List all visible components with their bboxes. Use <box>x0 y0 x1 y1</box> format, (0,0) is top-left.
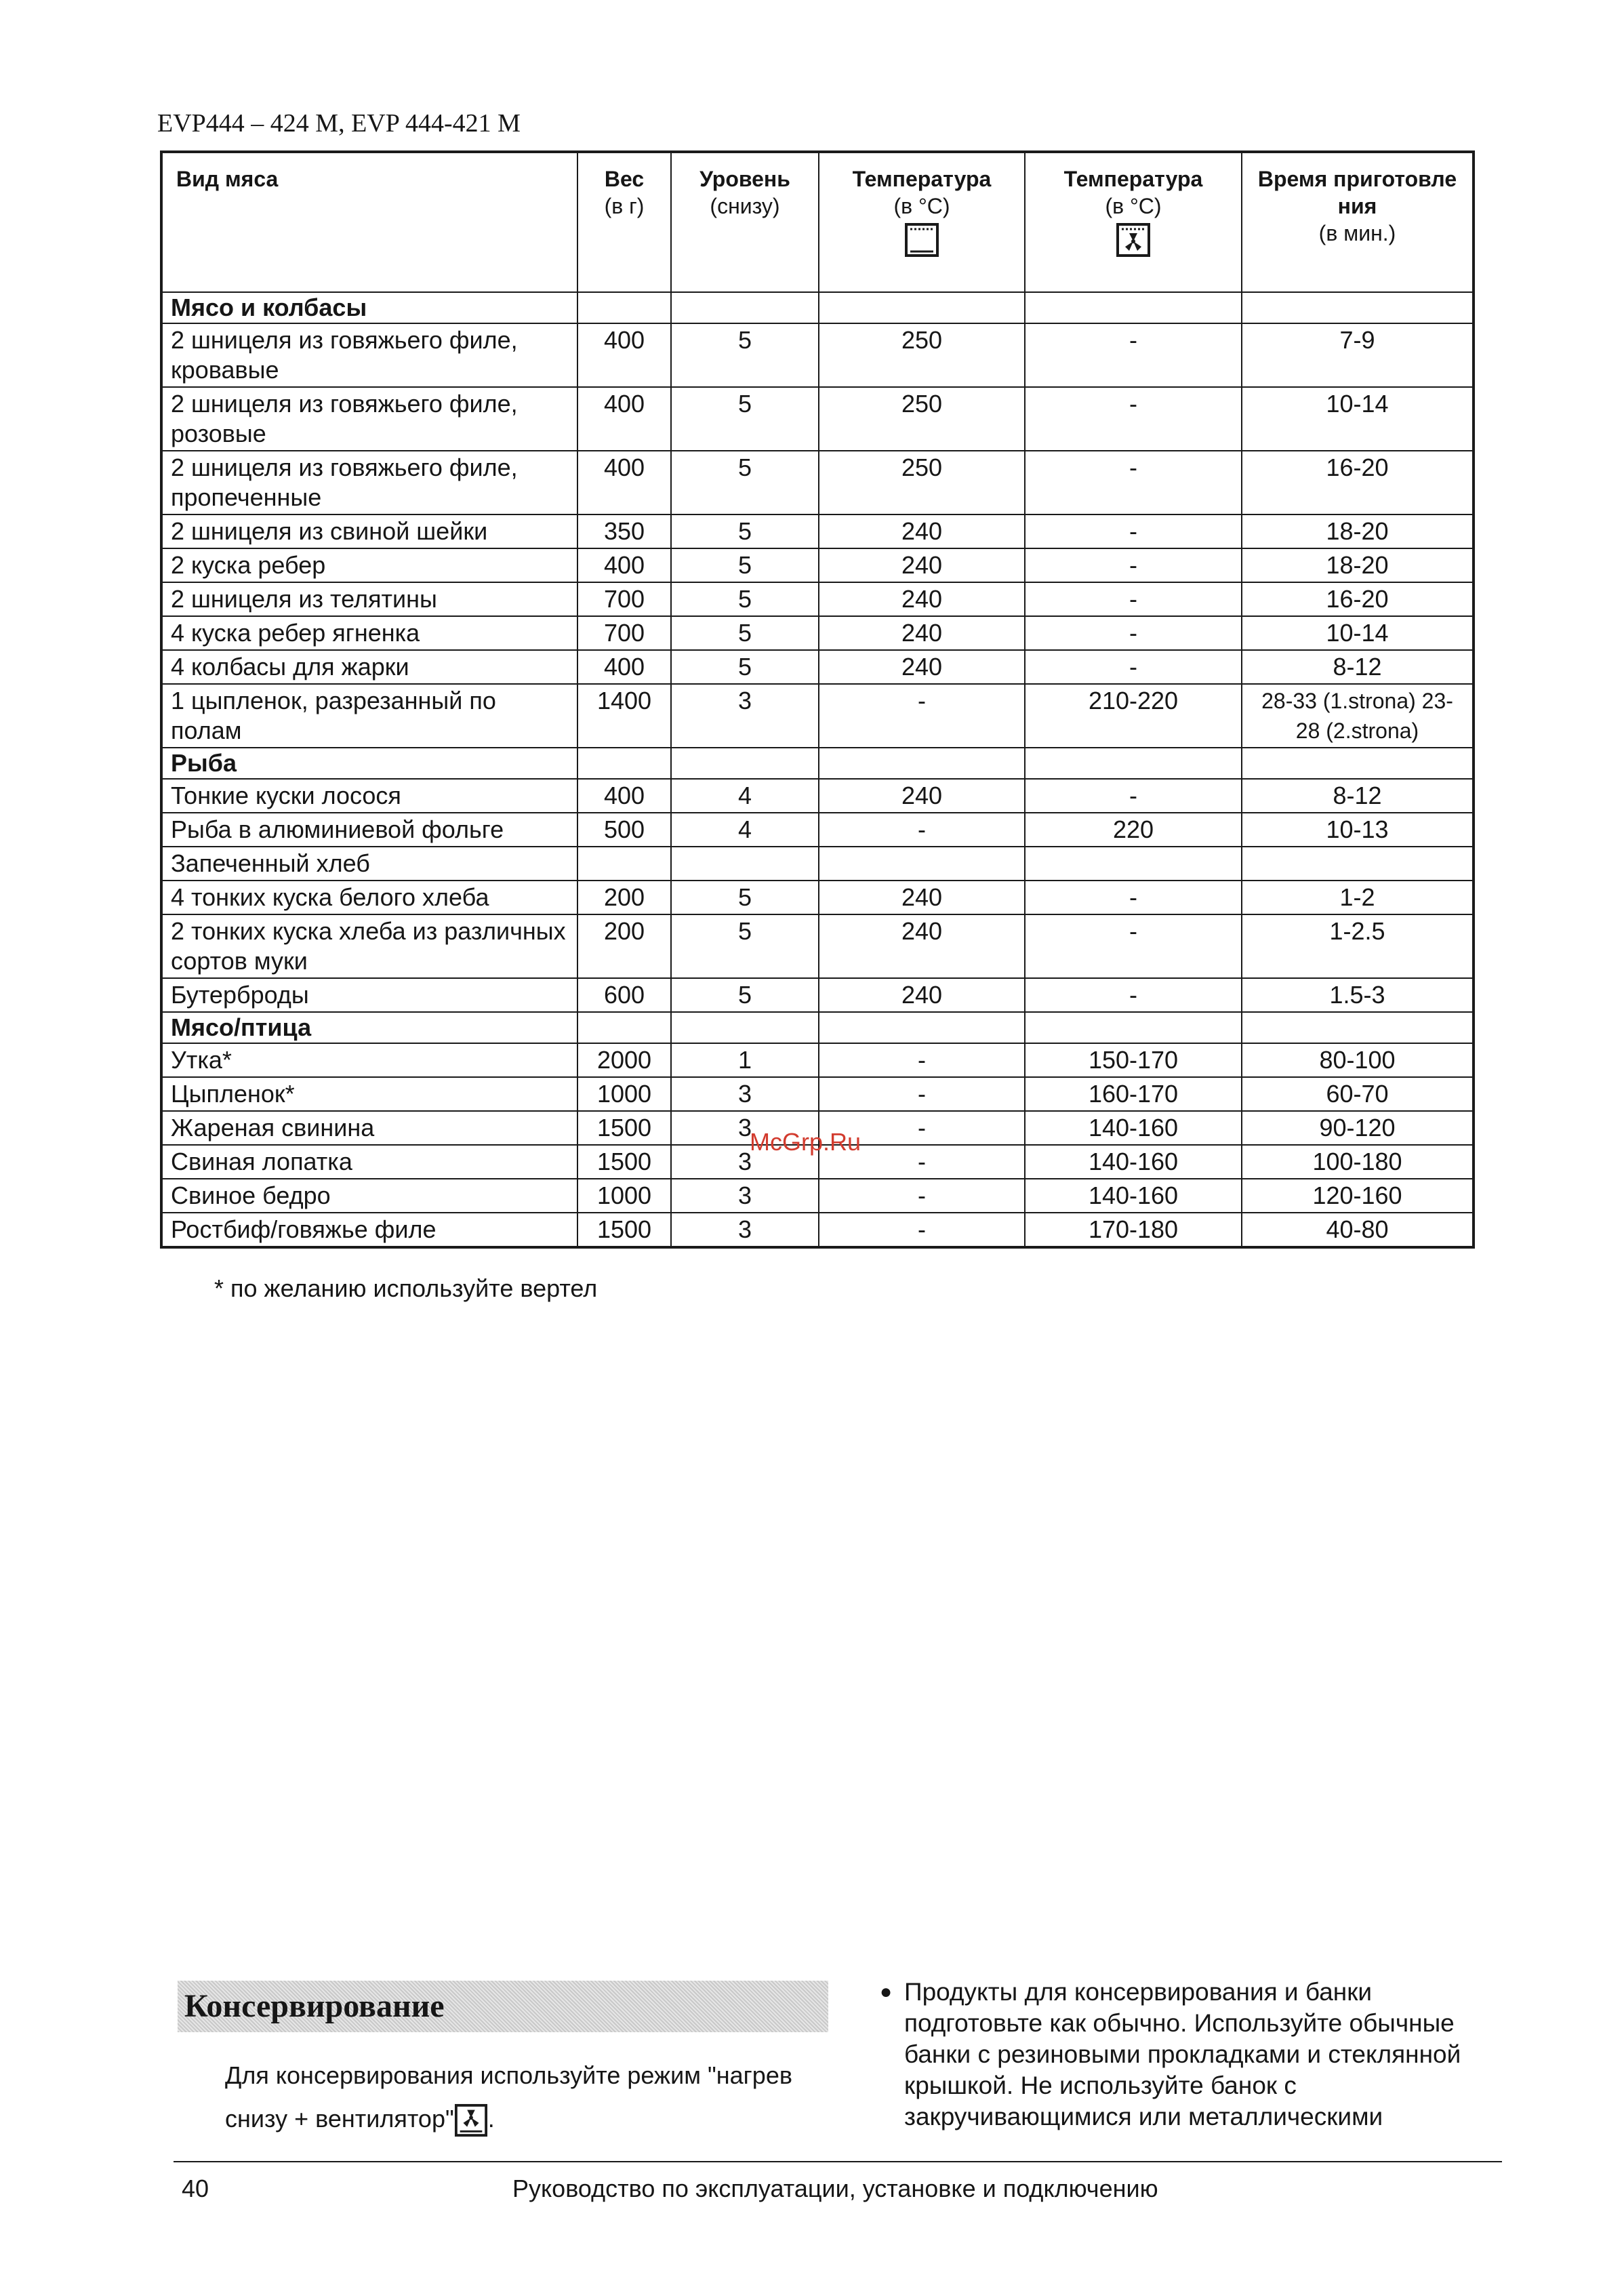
table-row <box>161 548 1474 582</box>
table-row <box>161 1213 1474 1247</box>
temp-fan-cell: 150-170 <box>1025 1043 1242 1077</box>
weight-cell: 1000 <box>577 1077 671 1111</box>
temp-conventional-cell: - <box>819 1213 1025 1247</box>
column-header-level: Уровень (снизу) <box>671 152 819 292</box>
table-cell <box>671 1012 819 1043</box>
level-cell: 3 <box>671 1077 819 1111</box>
weight-cell: 700 <box>577 616 671 650</box>
time-cell: 10-14 <box>1242 616 1474 650</box>
column-header-temperature-conventional: Температура (в °C) <box>819 152 1025 292</box>
level-cell: 5 <box>671 616 819 650</box>
weight-cell: 200 <box>577 881 671 914</box>
category-label: Мясо и колбасы <box>161 292 577 323</box>
weight-cell: 400 <box>577 451 671 514</box>
table-cell <box>819 1012 1025 1043</box>
temp-conventional-cell: 250 <box>819 323 1025 387</box>
temp-conventional-cell: 240 <box>819 548 1025 582</box>
temp-fan-cell: 210-220 <box>1025 684 1242 748</box>
level-cell: 3 <box>671 1111 819 1145</box>
temp-fan-cell: - <box>1025 978 1242 1012</box>
temp-fan-cell: - <box>1025 914 1242 978</box>
table-row <box>161 387 1474 451</box>
meat-name-cell: 2 шницеля из говяжьего филе, пропеченные <box>161 451 577 514</box>
table-row <box>161 451 1474 514</box>
temp-fan-cell: 220 <box>1025 813 1242 847</box>
temp-conventional-cell: 240 <box>819 978 1025 1012</box>
temp-conventional-cell: 240 <box>819 779 1025 813</box>
temp-fan-cell: - <box>1025 514 1242 548</box>
level-cell: 3 <box>671 1145 819 1179</box>
table-row <box>161 323 1474 387</box>
temp-fan-cell: - <box>1025 650 1242 684</box>
time-cell: 80-100 <box>1242 1043 1474 1077</box>
level-cell: 5 <box>671 881 819 914</box>
table-row <box>161 813 1474 847</box>
table-cell <box>819 292 1025 323</box>
meat-name-cell: Утка* <box>161 1043 577 1077</box>
temp-fan-cell: - <box>1025 548 1242 582</box>
canning-instructions <box>225 2054 835 2141</box>
table-row <box>161 616 1474 650</box>
table-cell <box>1242 292 1474 323</box>
time-cell: 100-180 <box>1242 1145 1474 1179</box>
level-cell: 3 <box>671 1213 819 1247</box>
footer-text: Руководство по эксплуатации, установке и подключению <box>512 2175 1158 2202</box>
temp-conventional-cell: - <box>819 813 1025 847</box>
table-row <box>161 914 1474 978</box>
cooking-table <box>160 150 1475 1249</box>
weight-cell: 1500 <box>577 1213 671 1247</box>
time-cell: 28-33 (1.strona) 23-28 (2.strona) <box>1242 684 1474 748</box>
meat-name-cell: Жареная свинина <box>161 1111 577 1145</box>
column-header-meat-type: Вид мяса <box>161 152 577 292</box>
temp-conventional-cell: - <box>819 684 1025 748</box>
bullet-icon: ● <box>880 1981 893 2003</box>
table-category-row <box>161 748 1474 779</box>
meat-name-cell: Рыба в алюминиевой фольге <box>161 813 577 847</box>
footnote: * по желанию используйте вертел <box>214 1274 598 1302</box>
table-cell <box>577 748 671 779</box>
meat-name-cell: 2 шницеля из говяжьего филе, розовые <box>161 387 577 451</box>
table-cell <box>577 1012 671 1043</box>
table-row <box>161 582 1474 616</box>
time-cell: 16-20 <box>1242 451 1474 514</box>
table-row <box>161 1179 1474 1213</box>
temp-conventional-cell: 240 <box>819 650 1025 684</box>
table-cell <box>819 748 1025 779</box>
level-cell: 5 <box>671 451 819 514</box>
temp-conventional-cell: 240 <box>819 616 1025 650</box>
level-cell: 5 <box>671 914 819 978</box>
meat-name-cell: Запеченный хлеб <box>161 847 577 881</box>
footer-divider <box>174 2161 1502 2162</box>
temp-conventional-cell: 240 <box>819 881 1025 914</box>
table-cell <box>671 748 819 779</box>
temp-fan-cell: - <box>1025 779 1242 813</box>
weight-cell: 400 <box>577 650 671 684</box>
time-cell: 1-2 <box>1242 881 1474 914</box>
temp-fan-cell: 140-160 <box>1025 1111 1242 1145</box>
meat-name-cell: 2 шницеля из говяжьего филе, кровавые <box>161 323 577 387</box>
meat-name-cell: Бутерброды <box>161 978 577 1012</box>
time-cell: 8-12 <box>1242 779 1474 813</box>
top-bottom-heat-icon <box>904 222 939 258</box>
weight-cell: 500 <box>577 813 671 847</box>
weight-cell: 400 <box>577 387 671 451</box>
temp-fan-cell: - <box>1025 387 1242 451</box>
canning-bullet-text: Продукты для консервирования и банки подготовьте как обычно. Используйте обычные банки с резиновыми прокладками и стеклянной крышкой. Не используйте банок с закручивающимися или металлическими <box>904 1978 1461 2130</box>
level-cell: 5 <box>671 514 819 548</box>
table-cell <box>1025 292 1242 323</box>
meat-name-cell: 2 шницеля из телятины <box>161 582 577 616</box>
level-cell <box>671 847 819 881</box>
temp-conventional-cell: 240 <box>819 582 1025 616</box>
table-cell <box>1242 1012 1474 1043</box>
temp-conventional-cell: 240 <box>819 514 1025 548</box>
time-cell: 16-20 <box>1242 582 1474 616</box>
meat-name-cell: Тонкие куски лосося <box>161 779 577 813</box>
table-category-row <box>161 292 1474 323</box>
temp-conventional-cell: 250 <box>819 451 1025 514</box>
meat-name-cell: Ростбиф/говяжье филе <box>161 1213 577 1247</box>
time-cell: 1.5-3 <box>1242 978 1474 1012</box>
fan-grill-icon <box>1116 222 1151 258</box>
meat-name-cell: Свиное бедро <box>161 1179 577 1213</box>
weight-cell: 600 <box>577 978 671 1012</box>
watermark: McGrp.Ru <box>750 1128 861 1156</box>
time-cell: 1-2.5 <box>1242 914 1474 978</box>
meat-name-cell: Цыпленок* <box>161 1077 577 1111</box>
canning-mode-text: Для консервирования используйте режим "нагрев снизу + вентилятор" <box>225 2061 792 2133</box>
column-header-weight: Вес (в г) <box>577 152 671 292</box>
meat-name-cell: Свиная лопатка <box>161 1145 577 1179</box>
weight-cell: 1000 <box>577 1179 671 1213</box>
temp-conventional-cell: - <box>819 1077 1025 1111</box>
weight-cell: 1400 <box>577 684 671 748</box>
temp-fan-cell: - <box>1025 323 1242 387</box>
table-row <box>161 684 1474 748</box>
time-cell: 120-160 <box>1242 1179 1474 1213</box>
weight-cell: 2000 <box>577 1043 671 1077</box>
canning-mode-period: . <box>487 2105 495 2133</box>
weight-cell: 200 <box>577 914 671 978</box>
weight-cell <box>577 847 671 881</box>
temp-fan-cell: 140-160 <box>1025 1145 1242 1179</box>
temp-fan-cell: 170-180 <box>1025 1213 1242 1247</box>
page-number: 40 <box>182 2175 209 2202</box>
temp-conventional-cell <box>819 847 1025 881</box>
level-cell: 3 <box>671 1179 819 1213</box>
table-row <box>161 847 1474 881</box>
time-cell: 8-12 <box>1242 650 1474 684</box>
category-label: Рыба <box>161 748 577 779</box>
table-cell <box>1242 748 1474 779</box>
canning-bullet-item <box>880 1977 1514 2133</box>
table-row <box>161 1043 1474 1077</box>
meat-name-cell: 2 куска ребер <box>161 548 577 582</box>
table-category-row <box>161 1012 1474 1043</box>
time-cell: 90-120 <box>1242 1111 1474 1145</box>
column-header-cooking-time: Время приготовле ния (в мин.) <box>1242 152 1474 292</box>
table-cell <box>1025 1012 1242 1043</box>
level-cell: 3 <box>671 684 819 748</box>
column-header-temperature-fan: Температура (в °C) <box>1025 152 1242 292</box>
weight-cell: 350 <box>577 514 671 548</box>
level-cell: 5 <box>671 387 819 451</box>
level-cell: 4 <box>671 813 819 847</box>
temp-conventional-cell: 250 <box>819 387 1025 451</box>
time-cell: 10-14 <box>1242 387 1474 451</box>
level-cell: 5 <box>671 978 819 1012</box>
temp-fan-cell: 160-170 <box>1025 1077 1242 1111</box>
table-row <box>161 650 1474 684</box>
category-label: Мясо/птица <box>161 1012 577 1043</box>
section-heading: Консервирование <box>178 1981 828 2032</box>
temp-conventional-cell: - <box>819 1145 1025 1179</box>
temp-fan-cell: - <box>1025 881 1242 914</box>
weight-cell: 1500 <box>577 1145 671 1179</box>
table-cell <box>1025 748 1242 779</box>
time-cell: 18-20 <box>1242 514 1474 548</box>
temp-fan-cell <box>1025 847 1242 881</box>
temp-fan-cell: - <box>1025 582 1242 616</box>
time-cell: 40-80 <box>1242 1213 1474 1247</box>
level-cell: 5 <box>671 548 819 582</box>
weight-cell: 400 <box>577 779 671 813</box>
weight-cell: 1500 <box>577 1111 671 1145</box>
level-cell: 1 <box>671 1043 819 1077</box>
table-row <box>161 978 1474 1012</box>
model-header: EVP444 – 424 M, EVP 444-421 M <box>157 109 521 138</box>
table-cell <box>577 292 671 323</box>
temp-fan-cell: - <box>1025 616 1242 650</box>
meat-name-cell: 2 тонких куска хлеба из различных сортов муки <box>161 914 577 978</box>
time-cell: 60-70 <box>1242 1077 1474 1111</box>
table-cell <box>671 292 819 323</box>
temp-conventional-cell: - <box>819 1179 1025 1213</box>
meat-name-cell: 2 шницеля из свиной шейки <box>161 514 577 548</box>
temp-conventional-cell: - <box>819 1043 1025 1077</box>
time-cell: 7-9 <box>1242 323 1474 387</box>
temp-fan-cell: - <box>1025 451 1242 514</box>
meat-name-cell: 4 тонких куска белого хлеба <box>161 881 577 914</box>
level-cell: 5 <box>671 323 819 387</box>
meat-name-cell: 4 куска ребер ягненка <box>161 616 577 650</box>
table-row <box>161 514 1474 548</box>
weight-cell: 400 <box>577 323 671 387</box>
time-cell: 18-20 <box>1242 548 1474 582</box>
table-row <box>161 1077 1474 1111</box>
weight-cell: 700 <box>577 582 671 616</box>
weight-cell: 400 <box>577 548 671 582</box>
level-cell: 5 <box>671 650 819 684</box>
table-row <box>161 881 1474 914</box>
table-row <box>161 779 1474 813</box>
level-cell: 4 <box>671 779 819 813</box>
temp-fan-cell: 140-160 <box>1025 1179 1242 1213</box>
time-cell <box>1242 847 1474 881</box>
time-cell: 10-13 <box>1242 813 1474 847</box>
table-header-row <box>161 152 1474 292</box>
level-cell: 5 <box>671 582 819 616</box>
bottom-heat-fan-icon <box>454 2103 488 2137</box>
meat-name-cell: 4 колбасы для жарки <box>161 650 577 684</box>
temp-conventional-cell: - <box>819 1111 1025 1145</box>
meat-name-cell: 1 цыпленок, разрезанный по полам <box>161 684 577 748</box>
temp-conventional-cell: 240 <box>819 914 1025 978</box>
